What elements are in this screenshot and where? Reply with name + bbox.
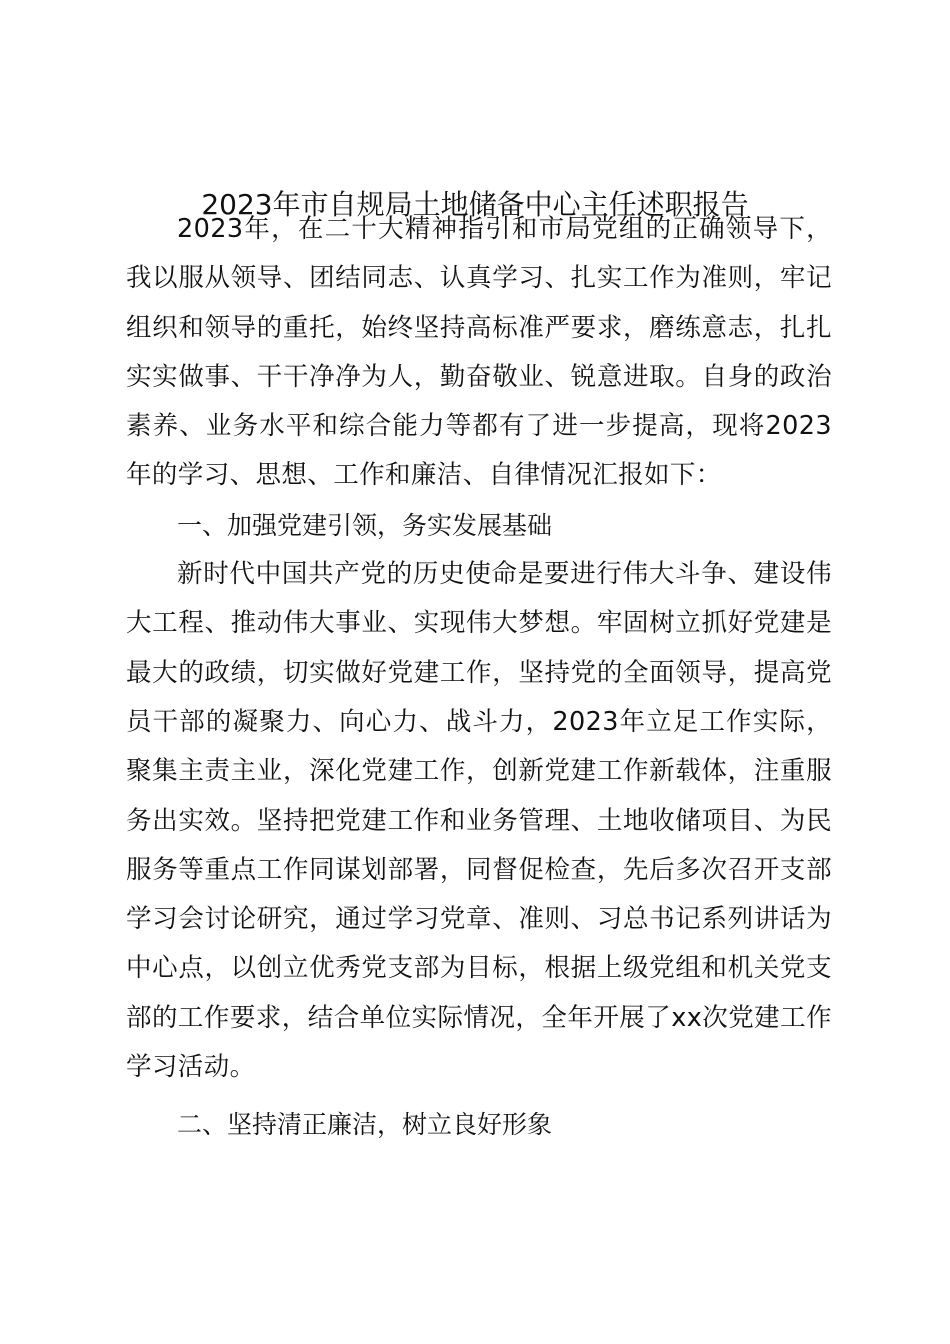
section-1-paragraph: 新时代中国共产党的历史使命是要进行伟大斗争、建设伟大工程、推动伟大事业、实现伟大梦想。牢固树立抓好党建是最大的政绩，切实做好党建工作，坚持党的全面领导，提高党员干部的凝聚力、向心力、战斗力，2023年立足工作实际，聚集主责主业，深化党建工作，创新党建工作新载体，注重服务出实效。坚持把党建工作和业务管理、土地收储项目、为民服务等重点工作同谋划部署，同督促检查，先后多次召开支部学习会讨论研究，通过学习党章、准则、习总书记系列讲话为中心点，以创立优秀党支部为目标，根据上级党组和机关党支部的工作要求，结合单位实际情况，全年开展了xx次党建工作学习活动。 bbox=[126, 559, 832, 1083]
document-body bbox=[126, 205, 832, 1150]
document-title: 2023年市自规局土地储备中心主任述职报告 bbox=[201, 188, 749, 221]
paragraph-spacer bbox=[126, 1092, 832, 1100]
intro-paragraph: 2023年，在二十大精神指引和市局党组的正确领导下，我以服从领导、团结同志、认真学习、扎实工作为准则，牢记组织和领导的重托，始终坚持高标准严要求，磨练意志，扎扎实实做事、干干净净为人，勤奋敬业、锐意进取。自身的政治素养、业务水平和综合能力等都有了进一步提高，现将2023年的学习、思想、工作和廉洁、自律情况汇报如下： bbox=[126, 214, 832, 491]
section-heading-2: 二、坚持清正廉洁，树立良好形象 bbox=[177, 1110, 553, 1140]
section-heading-1: 一、加强党建引领，务实发展基础 bbox=[177, 510, 553, 540]
